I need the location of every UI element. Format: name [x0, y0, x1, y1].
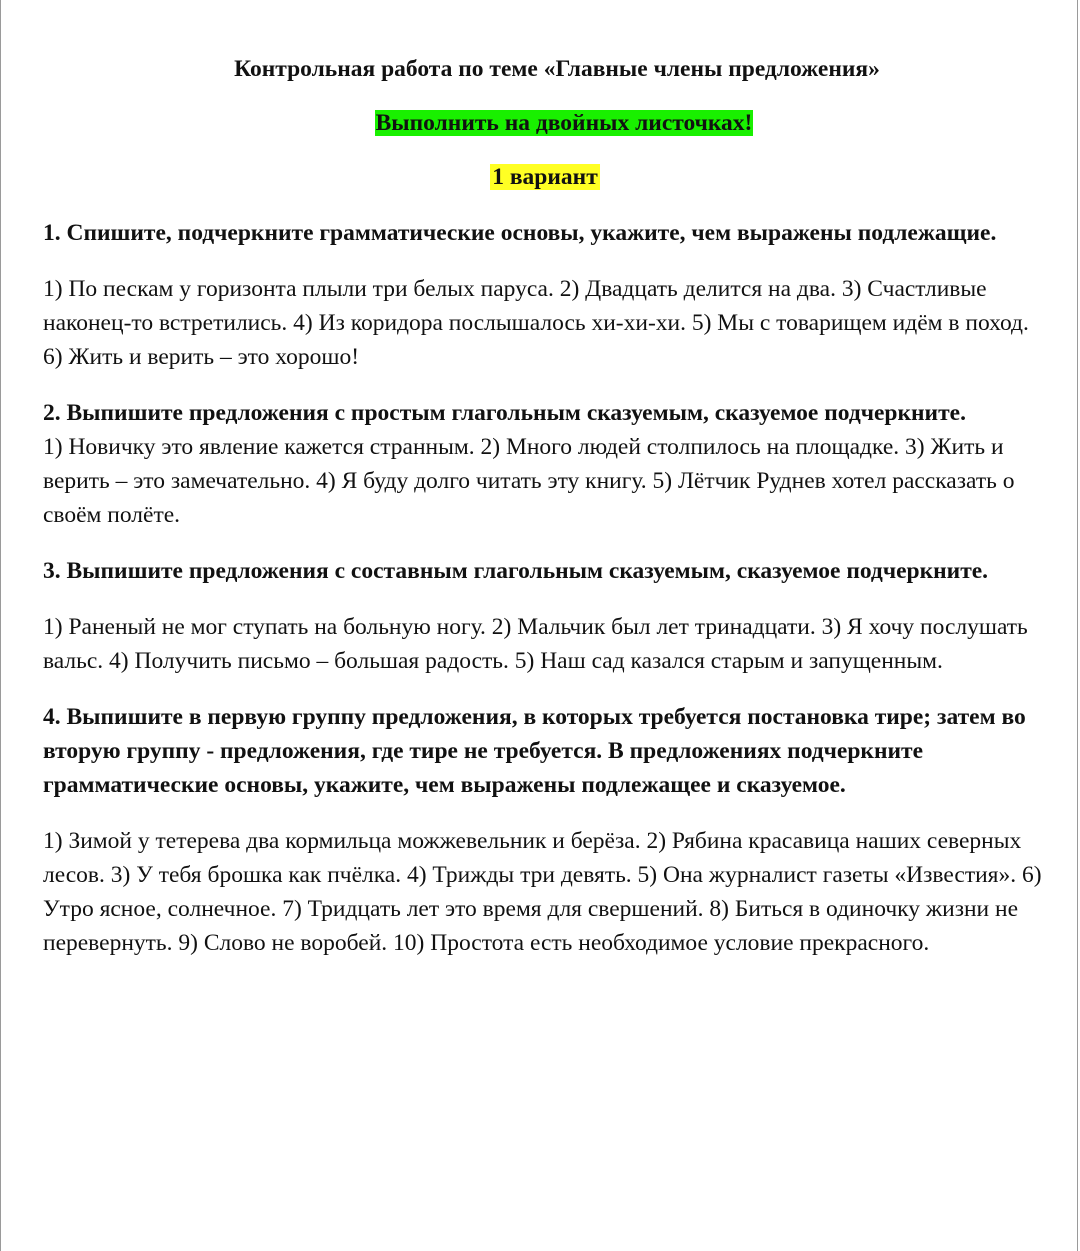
task-3-text: 1) Раненый не мог ступать на больную ногу. 2) Мальчик был лет тринадцати. 3) Я хочу послушать вальс. 4) Получить письмо – большая радость. 5) Наш сад казался старым и запущенным. — [43, 614, 1028, 674]
variant-label: 1 вариант — [492, 164, 598, 190]
task-2-text: 1) Новичку это явление кажется странным. 2) Много людей столпилось на площадке. 3) Жить и верить – это замечательно. 4) Я буду долго читать эту книгу. 5) Лётчик Руднев хотел рассказать о своём полёте. — [43, 434, 1015, 528]
instruction-highlight: Выполнить на двойных листочках! — [375, 110, 753, 136]
variant-line — [43, 160, 1047, 194]
document-content — [43, 52, 1047, 960]
task-2 — [43, 396, 1047, 532]
task-4 — [43, 700, 1047, 960]
task-2-heading: 2. Выпишите предложения с простым глагольным сказуемым, сказуемое подчеркните. — [43, 400, 966, 426]
task-3 — [43, 554, 1047, 678]
instruction-line — [43, 106, 1047, 140]
task-1-text: 1) По пескам у горизонта плыли три белых паруса. 2) Двадцать делится на два. 3) Счастливые наконец-то встретились. 4) Из коридора послышалось хи-хи-хи. 5) Мы с товарищем идём в поход. 6) Жить и верить – это хорошо! — [43, 276, 1029, 370]
task-3-heading: 3. Выпишите предложения с составным глагольным сказуемым, сказуемое подчеркните. — [43, 558, 989, 584]
task-4-text: 1) Зимой у тетерева два кормильца можжевельник и берёза. 2) Рябина красавица наших северных лесов. 3) У тебя брошка как пчёлка. 4) Трижды три девять. 5) Она журналист газеты «Известия». 6) Утро ясное, солнечное. 7) Тридцать лет это время для свершений. 8) Биться в одиночку жизни не перевернуть. 9) Слово не воробей. 10) Простота есть необходимое условие прекрасного. — [43, 828, 1042, 956]
task-4-heading: 4. Выпишите в первую группу предложения, в которых требуется постановка тире; затем во вторую группу - предложения, где тире не требуется. В предложениях подчеркните грамматические основы, укажите, чем выражены подлежащее и сказуемое. — [43, 704, 1026, 798]
task-1 — [43, 216, 1047, 374]
task-1-heading: 1. Спишите, подчеркните грамматические основы, укажите, чем выражены подлежащие. — [43, 220, 997, 246]
document-title: Контрольная работа по теме «Главные члены предложения» — [234, 56, 880, 82]
